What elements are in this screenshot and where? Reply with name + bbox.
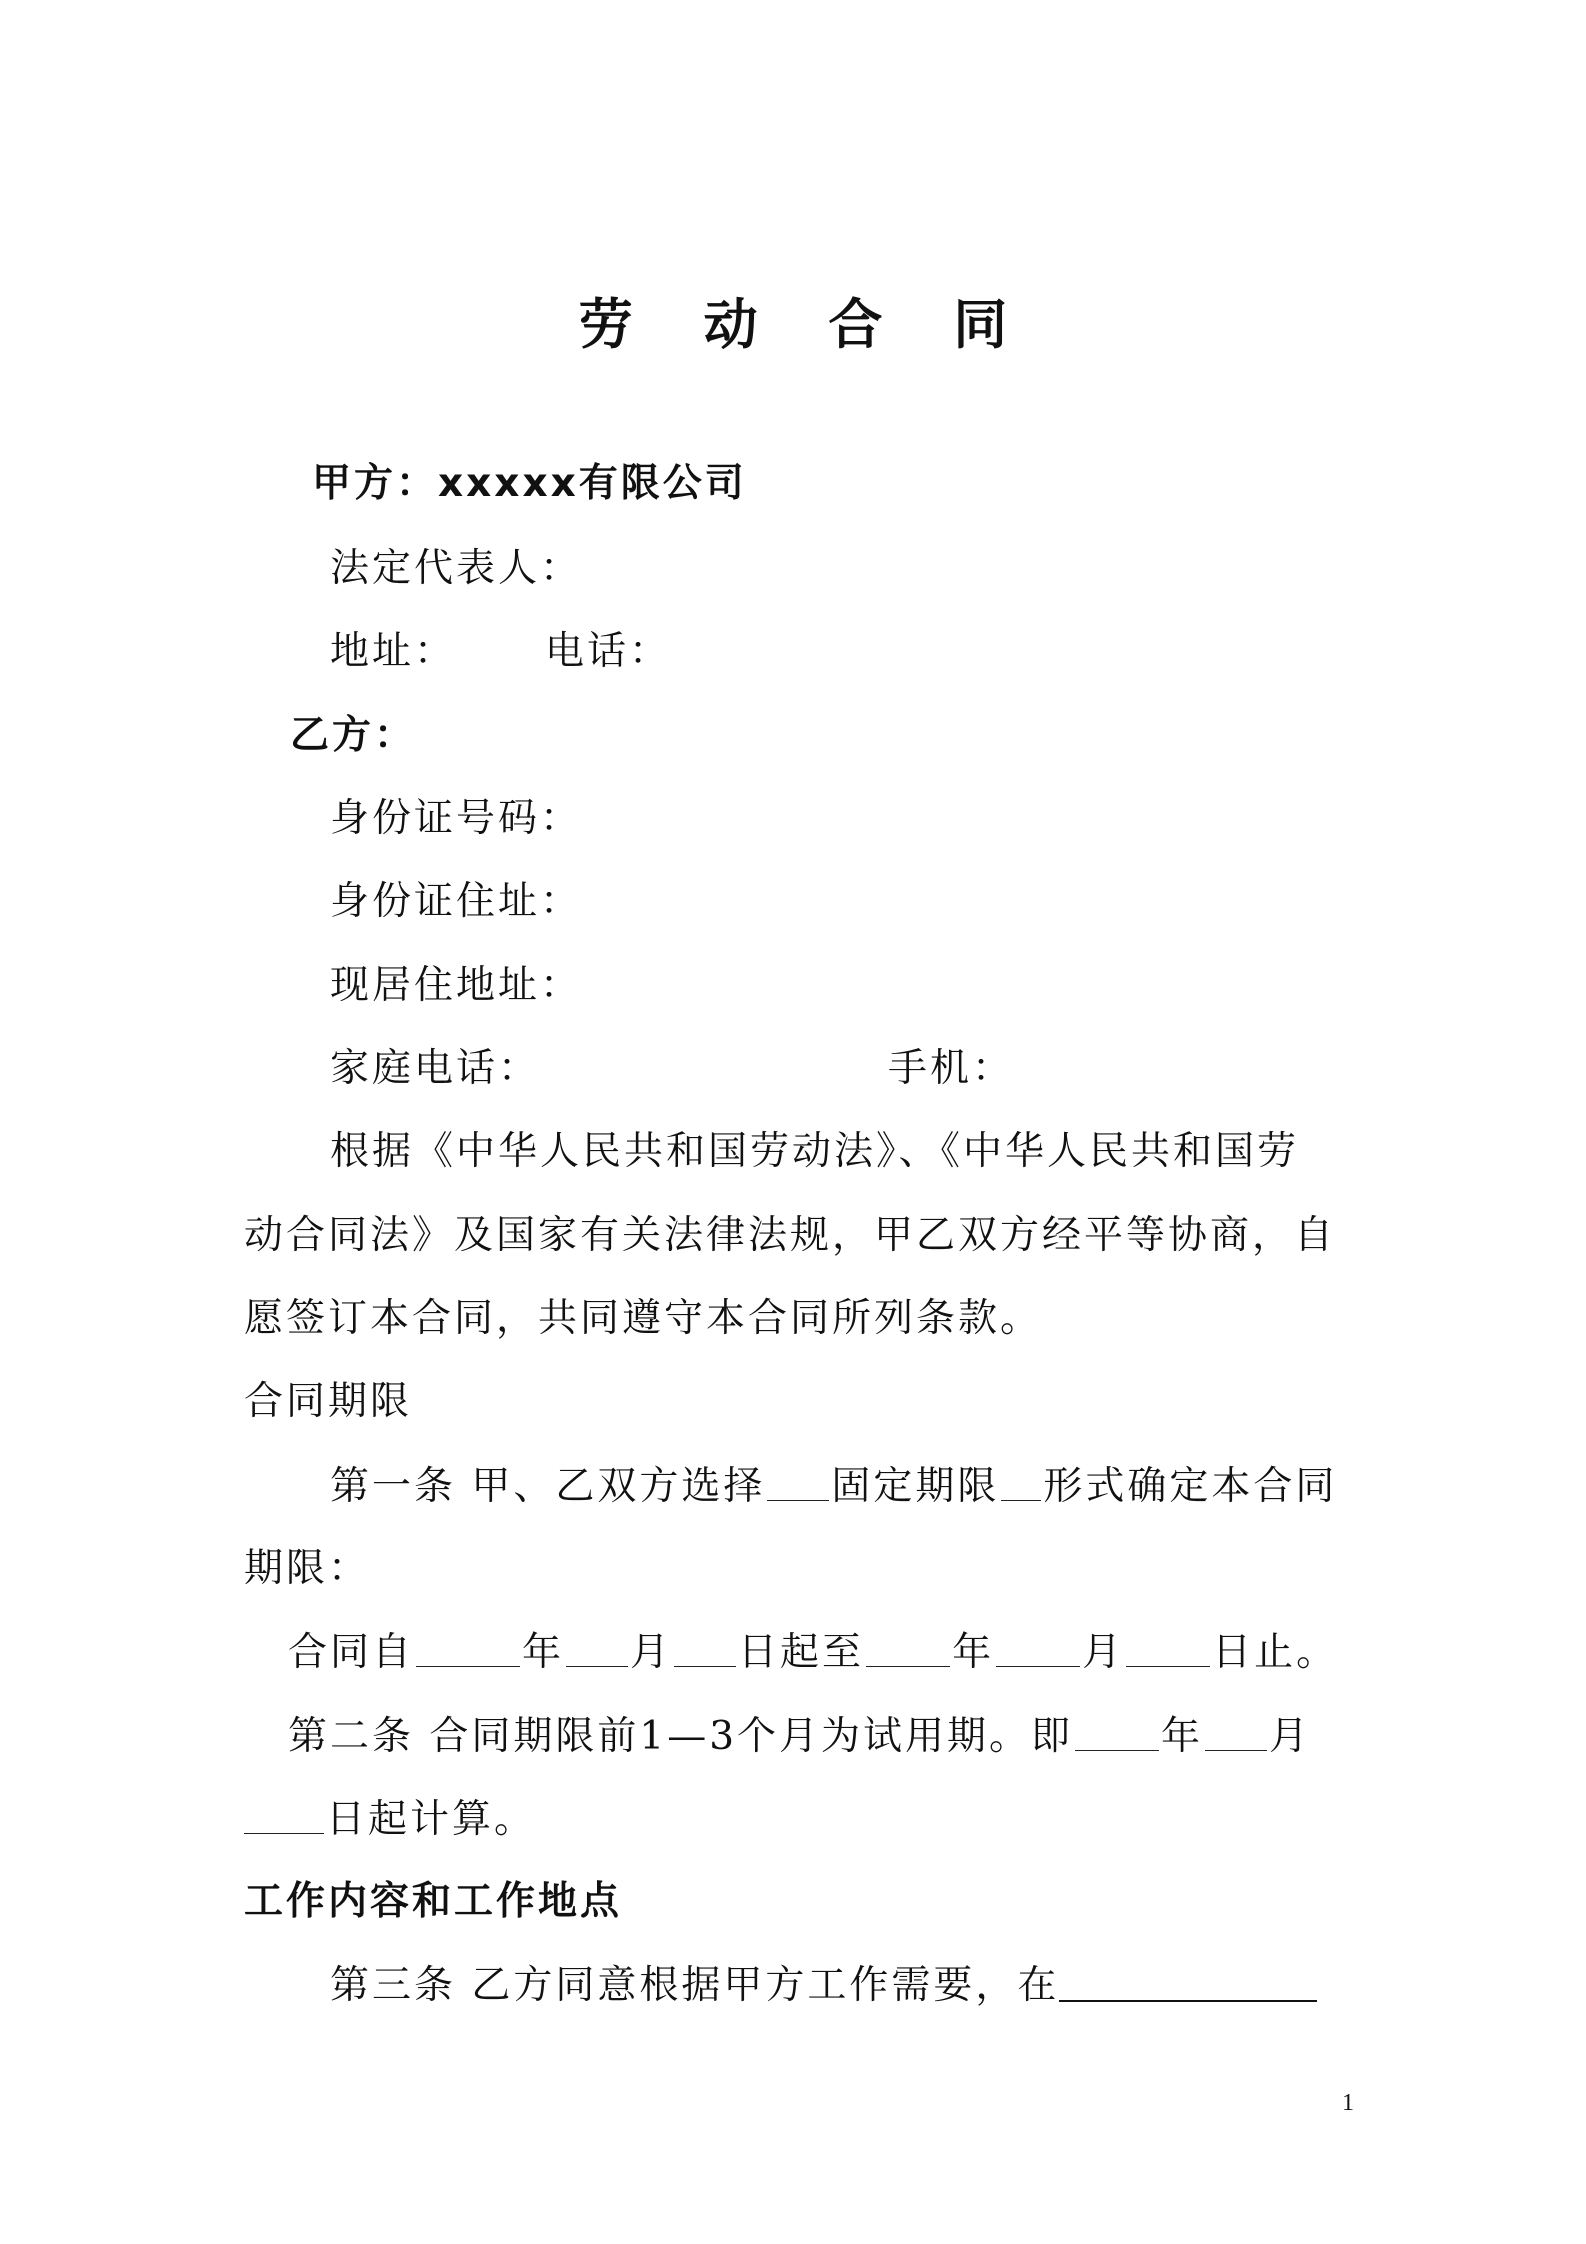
- article-1-line: [330, 1462, 1337, 1511]
- current-address-label: 现居住地址：: [330, 963, 583, 1008]
- article-3-text: 第三条 乙方同意根据甲方工作需要，在: [330, 1963, 1060, 2008]
- article-2-line-2: [244, 1795, 536, 1844]
- article-1-line-2: 期限：: [244, 1546, 371, 1591]
- start-year-unit: 年: [522, 1630, 565, 1675]
- article-1-text-b: 形式确定本合同: [1043, 1464, 1338, 1509]
- blank-field[interactable]: [1001, 1462, 1041, 1501]
- end-day-field[interactable]: [1126, 1628, 1210, 1667]
- end-month-field[interactable]: [996, 1628, 1080, 1667]
- blank-field[interactable]: [767, 1462, 829, 1501]
- legal-representative-label: 法定代表人：: [330, 546, 583, 591]
- home-phone-label: 家庭电话：: [330, 1046, 541, 1091]
- end-year-field[interactable]: [866, 1628, 950, 1667]
- preamble-line-3: 愿签订本合同，共同遵守本合同所列条款。: [244, 1296, 1043, 1341]
- probation-day-field[interactable]: [244, 1795, 324, 1834]
- probation-year-field[interactable]: [1075, 1712, 1159, 1751]
- article-2-text-end: 日起计算。: [326, 1797, 537, 1842]
- id-address-label: 身份证住址：: [330, 879, 583, 924]
- end-month-unit: 月: [1082, 1630, 1125, 1675]
- end-year-unit: 年: [952, 1630, 995, 1675]
- document-title: 劳 动 合 同: [578, 293, 1034, 356]
- article-1-fixed-term: 固定期限: [831, 1464, 1000, 1509]
- start-day-field[interactable]: [674, 1628, 736, 1667]
- article-2-line: [288, 1712, 1311, 1761]
- section-heading-term: 合同期限: [244, 1379, 413, 1424]
- address-label: 地址：: [330, 629, 457, 674]
- probation-month-unit: 月: [1269, 1714, 1312, 1759]
- page-number: 1: [1342, 2090, 1354, 2116]
- contract-period-line: [288, 1628, 1338, 1677]
- end-day-unit: 日止。: [1212, 1630, 1339, 1675]
- start-year-field[interactable]: [416, 1628, 520, 1667]
- article-2-text: 第二条 合同期限前1—3个月为试用期。即: [288, 1714, 1074, 1759]
- party-b-line: 乙方：: [290, 713, 417, 758]
- period-prefix: 合同自: [288, 1630, 415, 1675]
- start-month-field[interactable]: [566, 1628, 628, 1667]
- probation-year-unit: 年: [1161, 1714, 1204, 1759]
- preamble-line-1: 根据《中华人民共和国劳动法》、《中华人民共和国劳: [330, 1129, 1300, 1174]
- start-month-unit: 月: [630, 1630, 673, 1675]
- start-day-unit: 日起至: [738, 1630, 865, 1675]
- preamble-line-2: 动合同法》及国家有关法律法规，甲乙双方经平等协商，自: [244, 1213, 1337, 1258]
- phone-label: 电话：: [545, 629, 672, 674]
- mobile-label: 手机：: [888, 1046, 1015, 1091]
- section-heading-work: 工作内容和工作地点: [244, 1879, 623, 1924]
- party-a-line: 甲方：xxxxx有限公司: [312, 461, 747, 506]
- id-number-label: 身份证号码：: [330, 796, 583, 841]
- probation-month-field[interactable]: [1205, 1712, 1267, 1751]
- article-3-line: [330, 1962, 1317, 2010]
- work-location-field[interactable]: [1059, 1962, 1317, 2002]
- article-1-text-a: 第一条 甲、乙双方选择: [330, 1464, 766, 1509]
